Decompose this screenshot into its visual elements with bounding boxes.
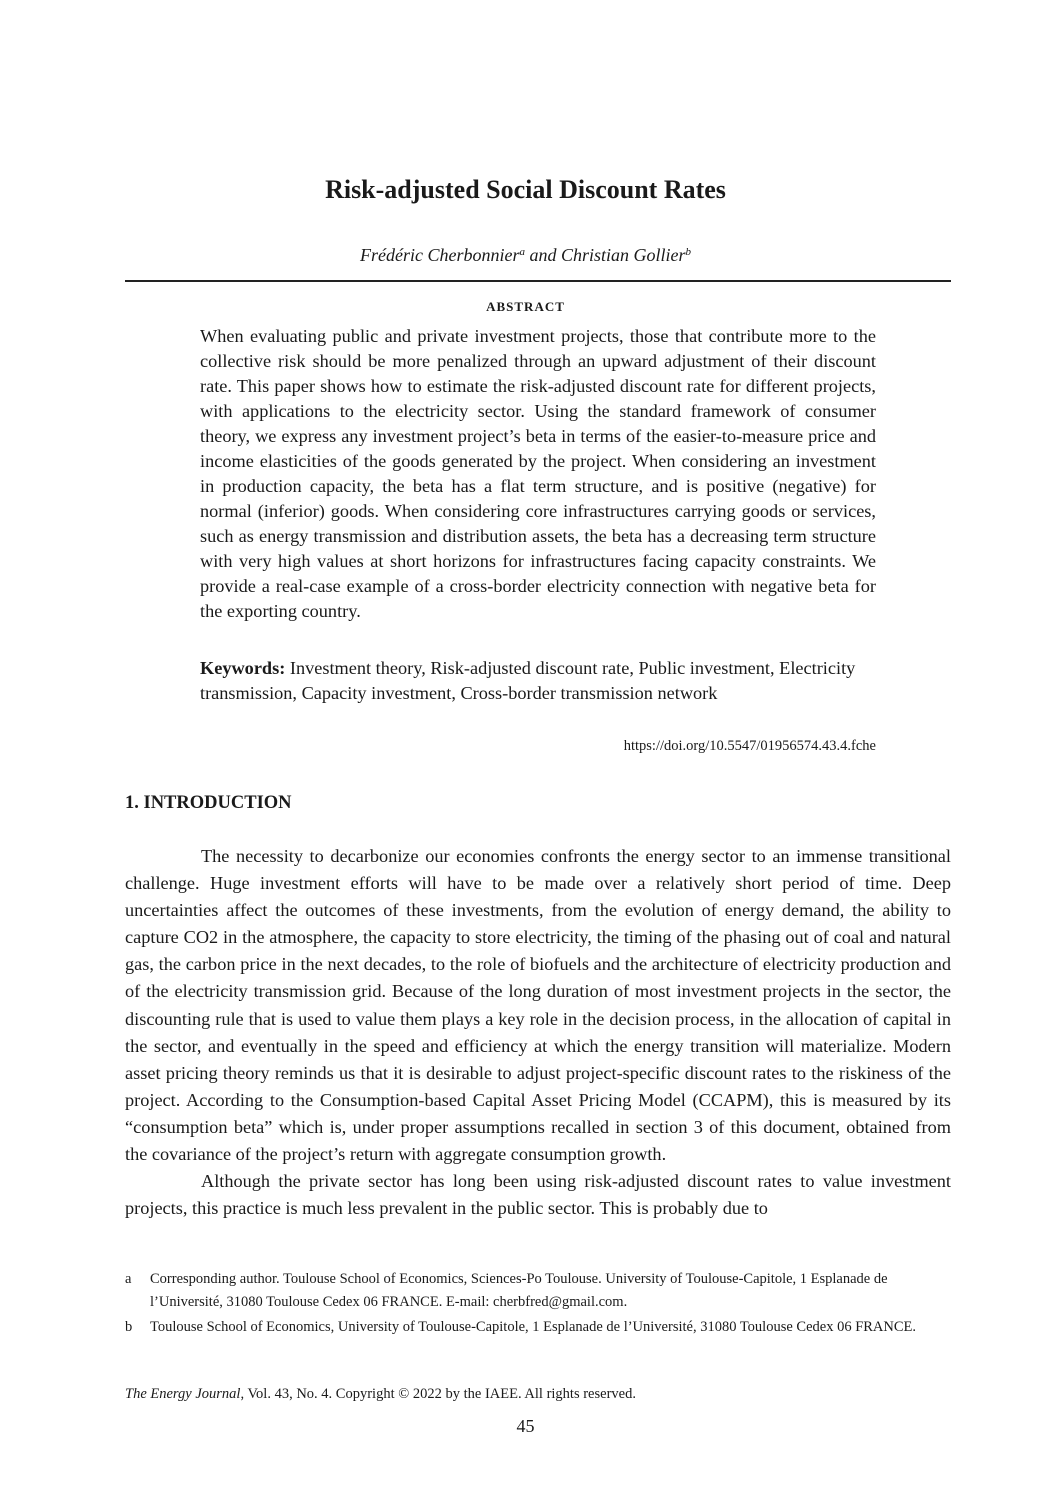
doi-link[interactable]: https://doi.org/10.5547/01956574.43.4.fche xyxy=(623,738,876,754)
author-line xyxy=(0,242,1051,268)
footnotes xyxy=(125,1268,951,1341)
footnote-mark: b xyxy=(125,1319,133,1335)
paper-title: Risk-adjusted Social Discount Rates xyxy=(325,175,726,204)
footnote-mark: a xyxy=(125,1271,132,1287)
footnote-text: Corresponding author. Toulouse School of Economics, Sciences-Po Toulouse. University of Toulouse-Capitole, 1 Esplanade de l’Université, 31080 Toulouse Cedex 06 FRANCE. E-mail: cherbfred@gmail.com. xyxy=(150,1271,888,1310)
keywords-text: Investment theory, Risk-adjusted discount rate, Public investment, Electricity transmission, Capacity investment, Cross-border transmission network xyxy=(200,658,856,703)
footnote-text: Toulouse School of Economics, University of Toulouse-Capitole, 1 Esplanade de l’Université, 31080 Toulouse Cedex 06 FRANCE. xyxy=(150,1319,917,1335)
keywords-label: Keywords: xyxy=(200,658,286,678)
footnote xyxy=(125,1316,951,1339)
affiliation-mark: b xyxy=(685,246,691,258)
affiliation-mark: a xyxy=(519,246,525,258)
journal-details: , Vol. 43, No. 4. Copyright © 2022 by the IAEE. All rights reserved. xyxy=(240,1386,636,1402)
abstract-heading: ABSTRACT xyxy=(486,299,565,314)
author-name: Frédéric Cherbonnier xyxy=(360,245,520,265)
author-conjunction: and xyxy=(524,245,561,265)
section-heading: 1. INTRODUCTION xyxy=(125,793,292,813)
author-name: Christian Gollier xyxy=(560,245,686,265)
paragraph: The necessity to decarbonize our economies confronts the energy sector to an immense transitional challenge. Huge investment efforts will have to be made over a relatively short period of time. Deep uncertainties affect the outcomes of these investments, from the evolution of energy demand, the ability to capture CO2 in the atmosphere, the capacity to store electricity, the timing of the phasing out of coal and natural gas, the carbon price in the next decades, to the role of biofuels and the architecture of electricity production and of the electricity transmission grid. Because of the long duration of most investment projects in the sector, the discounting rule that is used to value them plays a key role in the decision process, in the allocation of capital in the sector, and eventually in the speed and efficiency at which the energy transition will materialize. Modern asset pricing theory reminds us that it is desirable to adjust project-specific discount rates to the riskiness of the project. According to the Consumption-based Capital Asset Pricing Model (CCAPM), this is measured by its “consumption beta” which is, under proper assumptions recalled in section 3 of this document, obtained from the covariance of the project’s return with aggregate consumption growth. xyxy=(125,846,951,1165)
page-number: 45 xyxy=(516,1416,535,1436)
body-text xyxy=(125,843,951,1222)
keywords xyxy=(200,656,876,706)
header-rule xyxy=(125,280,951,282)
abstract-text: When evaluating public and private investment projects, those that contribute more to the collective risk should be more penalized through an upward adjustment of their discount rate. This paper shows how to estimate the risk-adjusted discount rate for different projects, with applications to the electricity sector. Using the standard framework of consumer theory, we express any investment project’s beta in terms of the easier-to-measure price and income elasticities of the goods generated by the project. When considering an investment in production capacity, the beta has a flat term structure, and is positive (negative) for normal (inferior) goods. When considering core infrastructures carrying goods or services, such as energy transmission and distribution assets, the beta has a decreasing term structure with very high values at short horizons for infrastructures facing capacity constraints. We provide a real-case example of a cross-border electricity connection with negative beta for the exporting country. xyxy=(200,326,876,621)
journal-citation xyxy=(125,1384,636,1404)
paragraph: Although the private sector has long been using risk-adjusted discount rates to value investment projects, this practice is much less prevalent in the public sector. This is probably due to xyxy=(125,1171,951,1219)
journal-name: The Energy Journal xyxy=(125,1386,241,1402)
footnote xyxy=(125,1268,951,1314)
